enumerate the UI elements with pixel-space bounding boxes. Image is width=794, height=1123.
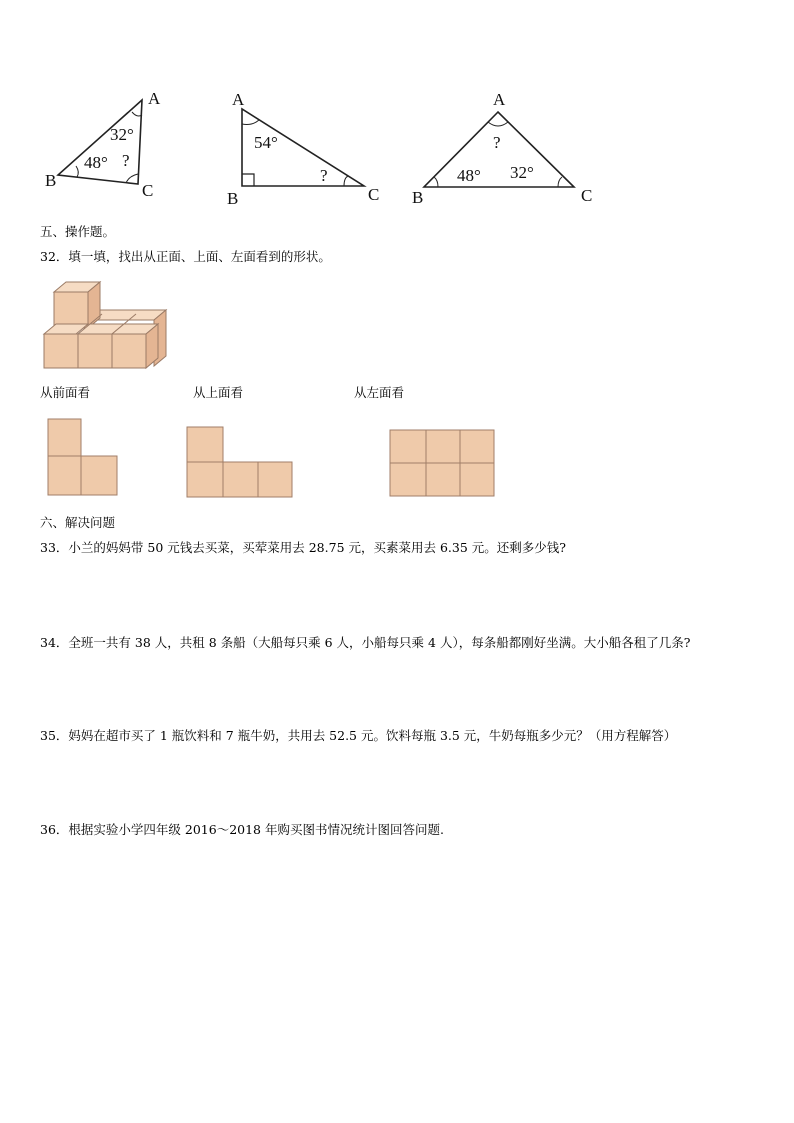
view-left-label: 从左面看	[354, 385, 405, 400]
left-view-figure	[388, 428, 498, 500]
question-33: 33．小兰的妈妈带 50 元钱去买菜，买荤菜用去 28.75 元，买素菜用去 6.35 元。还剩多少钱?	[40, 540, 566, 555]
question-32: 32．填一填，找出从正面、上面、左面看到的形状。	[40, 249, 331, 264]
triangle-figure-3	[400, 84, 610, 209]
angle-a-unknown: ?	[493, 133, 501, 152]
vertex-a-label: A	[493, 90, 506, 109]
vertex-a-label: A	[148, 89, 161, 108]
section-5-title: 五、操作题。	[40, 224, 116, 239]
vertex-a-label: A	[232, 90, 245, 109]
angle-a-label: 32°	[110, 125, 134, 144]
angle-c-unknown: ?	[320, 166, 328, 185]
question-35: 35．妈妈在超市买了 1 瓶饮料和 7 瓶牛奶，共用去 52.5 元。饮料每瓶 3.5 元，牛奶每瓶多少元？（用方程解答）	[40, 728, 677, 743]
angle-a-label: 54°	[254, 133, 278, 152]
section-6-title: 六、解决问题	[40, 515, 116, 530]
question-34: 34．全班一共有 38 人，共租 8 条船（大船每只乘 6 人，小船每只乘 4 人），每条船都刚好坐满。大小船各租了几条?	[40, 635, 691, 650]
vertex-b-label: B	[227, 189, 239, 208]
angle-b-label: 48°	[457, 166, 481, 185]
angle-c-label: 32°	[510, 163, 534, 182]
view-top-label: 从上面看	[193, 385, 244, 400]
cube-stack-figure	[40, 278, 175, 373]
angle-b-label: 48°	[84, 153, 108, 172]
vertex-c-label: C	[368, 185, 380, 204]
top-view-figure	[186, 426, 296, 500]
vertex-b-label: B	[412, 188, 424, 207]
vertex-c-label: C	[581, 186, 593, 205]
triangle-figure-1	[30, 82, 180, 202]
angle-c-unknown: ?	[122, 151, 130, 170]
triangle-figure-2	[222, 84, 392, 209]
question-36: 36．根据实验小学四年级 2016～2018 年购买图书情况统计图回答问题.	[40, 822, 444, 837]
vertex-b-label: B	[45, 171, 57, 190]
front-view-figure	[46, 418, 120, 498]
vertex-c-label: C	[142, 181, 154, 200]
view-front-label: 从前面看	[40, 385, 91, 400]
cube-front-3	[112, 334, 146, 368]
cube-front-1	[44, 334, 78, 368]
cube-front-2	[78, 334, 112, 368]
